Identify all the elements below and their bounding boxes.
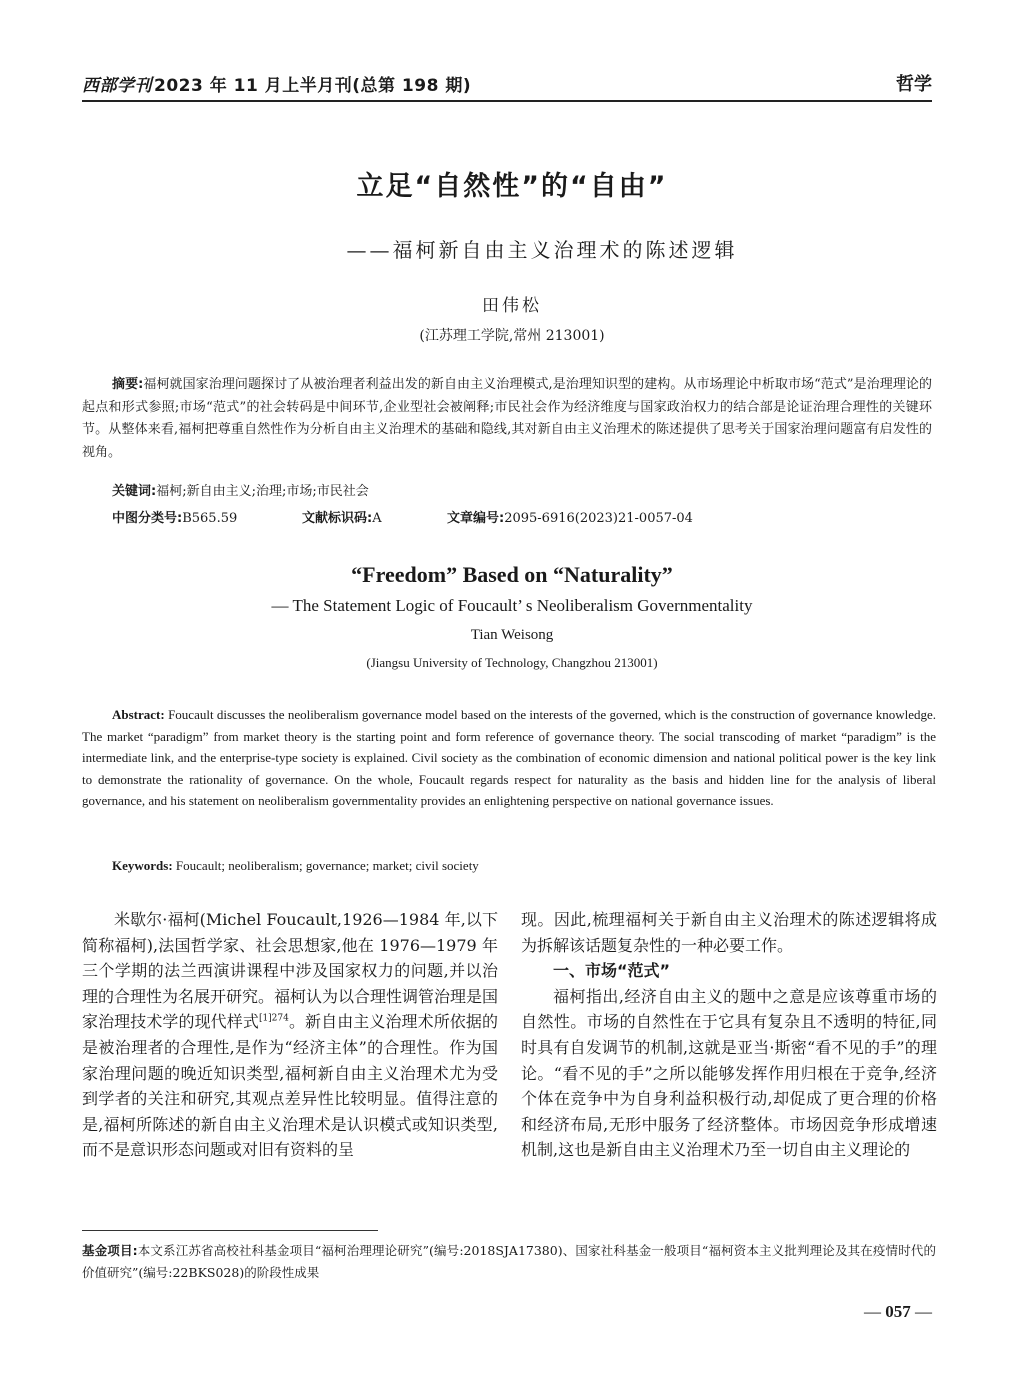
keywords-zh (112, 480, 369, 499)
article-title-en: “Freedom” Based on “Naturality” (351, 562, 673, 587)
journal-issue-text: 2023 年 11 月上半月刊(总第 198 期) (154, 76, 472, 96)
body-text: 米歇尔·福柯(Michel Foucault,1926—1984 年,以下简称福柯),法国哲学家、社会思想家,他在 1976—1979 年三个学期的法兰西演讲课程中涉及国家权力的问题,并以治理的合理性为名展开研究。福柯认为以合理性调管治理是国家治理技术学的现代样式 (82, 910, 499, 1032)
abstract-zh-text: 福柯就国家治理问题探讨了从被治理者利益出发的新自由主义治理模式,是治理知识型的建构。从市场理论中析取市场“范式”是治理理论的起点和形式参照;市场“范式”的社会转码是中间环节,企业型社会被阐释;市民社会作为经济维度与国家政治权力的结合部是论证治理合理性的关键环节。从整体来看,福柯把尊重自然性作为分析自由主义治理术的基础和隐线,其对新自由主义治理术的陈述提供了思考关于国家治理问题富有启发性的视角。 (82, 377, 932, 460)
body-paragraph: 福柯指出,经济自由主义的题中之意是应该尊重市场的自然性。市场的自然性在于它具有复杂且不透明的特征,同时具有自发调节的机制,这就是亚当·斯密“看不见的手”的理论。“看不见的手”之所以能够发挥作用归根在于竞争,经济个体在竞争中为自身利益积极行动,却促成了更合理的价格和经济布局,无形中服务了经济整体。市场因竞争形成增速机制,这也是新自由主义治理术乃至一切自由主义理论的 (521, 986, 937, 1160)
doc-code-value: A (372, 511, 382, 526)
funding-text: 本文系江苏省高校社科基金项目“福柯治理理论研究”(编号:2018SJA17380)、国家社科基金一般项目“福柯资本主义批判理论及其在疫情时代的价值研究”(编号:22BKS028)的阶段性成果 (82, 1243, 936, 1280)
section-label: 哲学 (896, 74, 932, 95)
keywords-en-text: Foucault; neoliberalism; governance; market; civil society (175, 858, 479, 873)
doc-code-label: 文献标识码: (302, 511, 373, 526)
keywords-zh-label: 关键词: (112, 484, 157, 499)
body-paragraph: 现。因此,梳理福柯关于新自由主义治理术的陈述逻辑将成为拆解该话题复杂性的一种必要工作。 (521, 910, 937, 955)
abstract-zh (82, 374, 932, 464)
clc-label: 中图分类号: (112, 511, 183, 526)
page-number-value: 057 (885, 1302, 911, 1321)
article-number-label: 文章编号: (447, 511, 505, 526)
classification-row (112, 507, 932, 526)
author-en: Tian Weisong (470, 627, 554, 643)
article-number (447, 507, 693, 526)
keywords-en (112, 858, 479, 874)
running-header (82, 70, 932, 102)
clc-value: B565.59 (182, 511, 238, 526)
body-paragraph (82, 907, 498, 1163)
abstract-en-label: Abstract: (112, 707, 165, 722)
citation-marker: [1]274 (258, 1014, 289, 1025)
keywords-en-label: Keywords: (112, 858, 173, 873)
article-subtitle-zh: ——福柯新自由主义治理术的陈述逻辑 (346, 238, 738, 262)
article-subtitle-en: — The Statement Logic of Foucault’ s Neoliberalism Governmentality (271, 596, 753, 615)
article-number-value: 2095-6916(2023)21-0057-04 (504, 511, 693, 526)
journal-issue (82, 71, 471, 100)
body-text: 。新自由主义治理术所依据的是被治理者的合理性,是作为“经济主体”的合理性。作为国家治理问题的晚近知识类型,福柯新自由主义治理术尤为受到学者的关注和研究,其观点差异性比较明显。值得注意的是,福柯所陈述的新自由主义治理术是认识模式或知识类型,而不是意识形态问题或对旧有资料的呈 (82, 1012, 498, 1160)
affiliation-en: (Jiangsu University of Technology, Changzhou 213001) (366, 655, 658, 670)
doc-code (302, 507, 447, 526)
keywords-zh-text: 福柯;新自由主义;治理;市场;市民社会 (156, 484, 369, 499)
article-title-zh: 立足“自然性”的“自由” (356, 171, 668, 202)
abstract-zh-label: 摘要: (112, 377, 144, 392)
clc-number (112, 507, 302, 526)
page-number: — 057 — (864, 1302, 932, 1321)
journal-logo: 西部学刊 (82, 76, 152, 96)
abstract-en (82, 704, 936, 812)
affiliation-zh: (江苏理工学院,常州 213001) (419, 328, 605, 344)
funding-label: 基金项目: (82, 1243, 138, 1258)
body-column-right (521, 907, 937, 1163)
author-zh: 田伟松 (482, 296, 542, 316)
section-heading: 一、市场“范式” (553, 961, 671, 981)
footnote-divider (82, 1230, 378, 1231)
abstract-en-text: Foucault discusses the neoliberalism governance model based on the interests of the governed, which is the construction of governance knowledge. The market “paradigm” from market theory is the starting point and form reference of governance theory. The social transcoding of market “paradigm” is the intermediate link, and the enterprise-type society is explained. Civil society as the combination of economic dimension and national political power is the key link to demonstrate the rationality of governance. On the whole, Foucault regards respect for naturality as the basis and hidden line for the analysis of liberal governance, and his statement on neoliberalism governmentality provides an enlightening perspective on national governance issues. (82, 707, 936, 808)
funding-note (82, 1240, 936, 1284)
body-column-left (82, 907, 498, 1163)
